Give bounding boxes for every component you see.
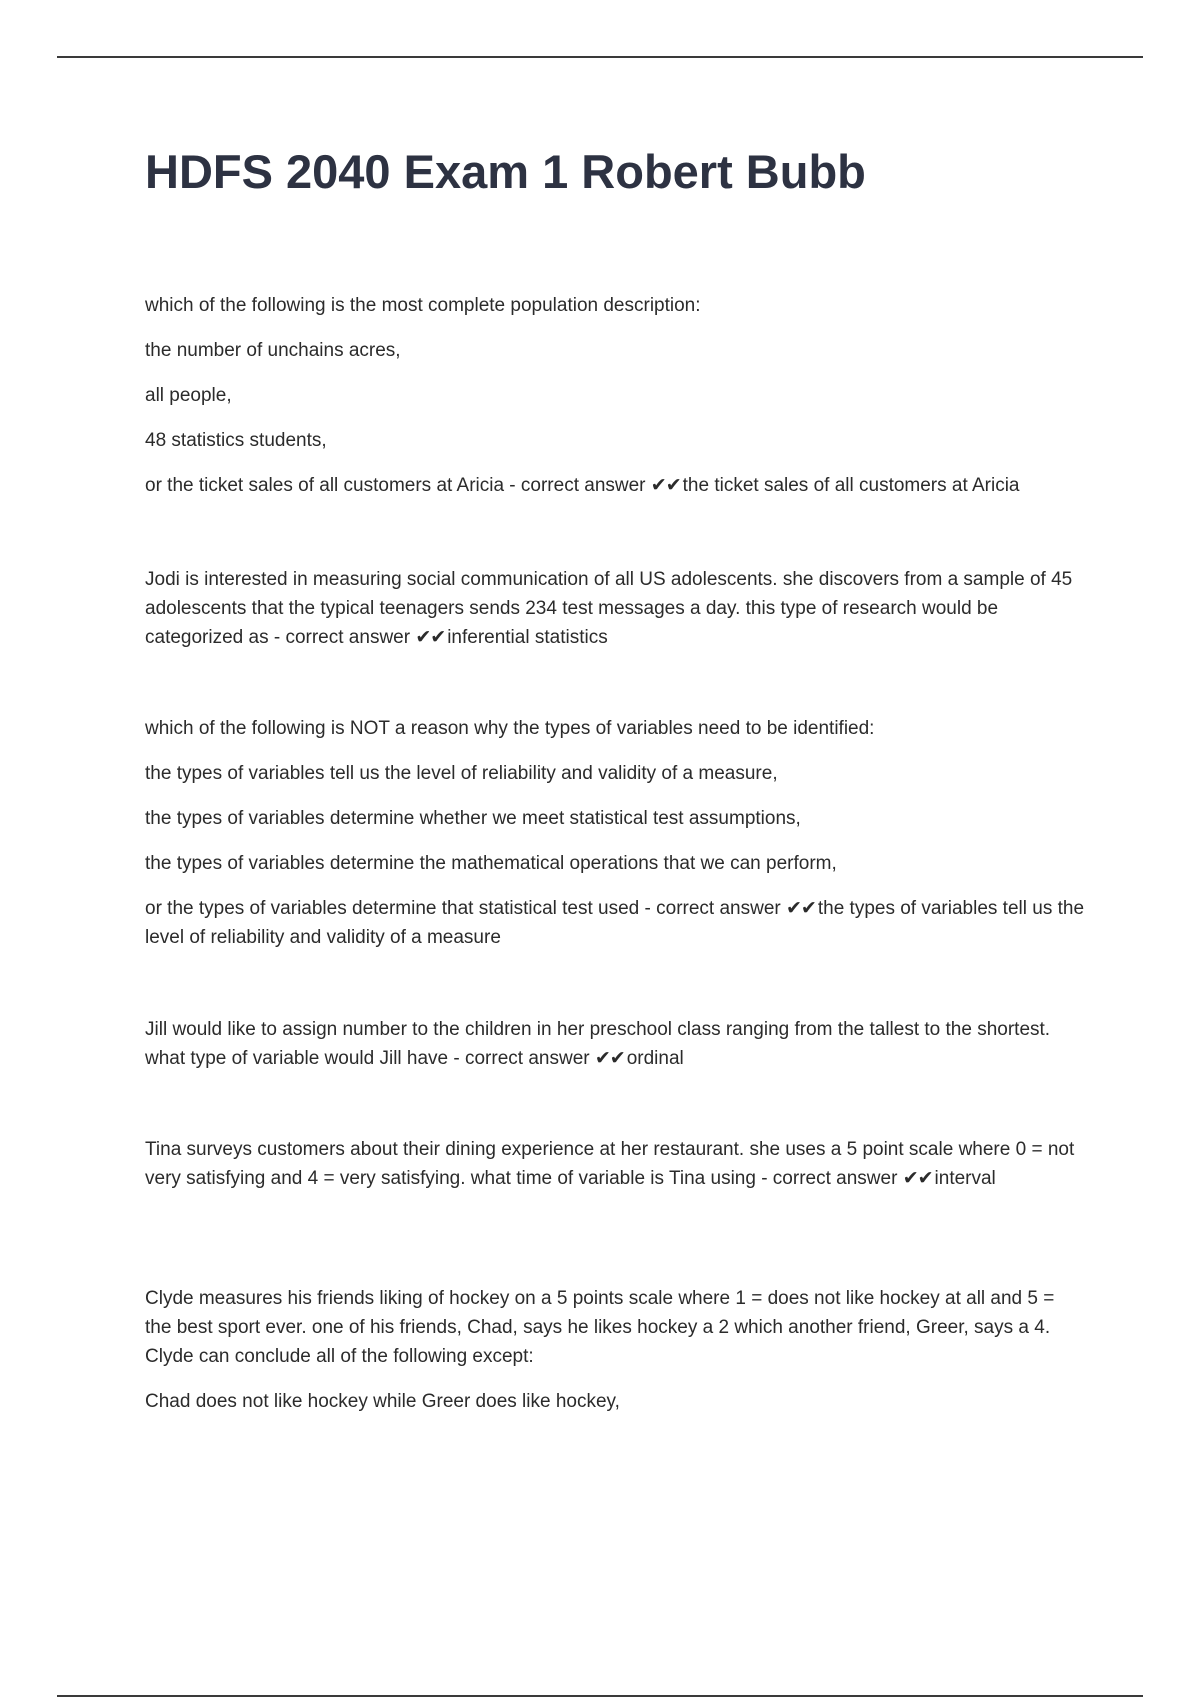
question-text: which of the following is NOT a reason why the types of variables need to be identified: xyxy=(145,718,875,739)
answer-line xyxy=(145,471,1085,500)
checkmark-icon: ✔✔ xyxy=(415,627,446,648)
option-text: the number of unchains acres, xyxy=(145,340,401,361)
option-text: all people, xyxy=(145,385,232,406)
answer-prompt: or the ticket sales of all customers at Aricia - correct answer xyxy=(145,475,651,496)
question-block xyxy=(145,1284,1085,1432)
question-block xyxy=(145,1015,1085,1089)
option-text: 48 statistics students, xyxy=(145,430,327,451)
answer-text: interval xyxy=(934,1168,996,1189)
answer-line xyxy=(145,565,1085,652)
option-text: Chad does not like hockey while Greer does like hockey, xyxy=(145,1391,620,1412)
question-block xyxy=(145,291,1085,516)
option-text: the types of variables tell us the level of reliability and validity of a measure, xyxy=(145,763,778,784)
option-text: the types of variables determine the mathematical operations that we can perform, xyxy=(145,853,837,874)
answer-prompt: or the types of variables determine that statistical test used - correct answer xyxy=(145,898,787,919)
checkmark-icon: ✔✔ xyxy=(594,1048,625,1069)
document-title: HDFS 2040 Exam 1 Robert Bubb xyxy=(145,145,866,198)
checkmark-icon: ✔✔ xyxy=(650,475,681,496)
top-divider xyxy=(57,56,1143,58)
answer-line xyxy=(145,1135,1085,1193)
answer-line xyxy=(145,894,1085,952)
question-text: which of the following is the most complete population description: xyxy=(145,295,701,316)
question-text: Jodi is interested in measuring social communication of all US adolescents. she discovers from a sample of 45 adolescents that the typical teenagers sends 234 test messages a day. this type of research would be categorized as - correct answer xyxy=(145,569,1073,648)
question-text: Tina surveys customers about their dining experience at her restaurant. she uses a 5 point scale where 0 = not very satisfying and 4 = very satisfying. what time of variable is Tina using - correct answer xyxy=(145,1139,1075,1189)
question-block xyxy=(145,714,1085,968)
question-block xyxy=(145,565,1085,668)
option-text: the types of variables determine whether we meet statistical test assumptions, xyxy=(145,808,801,829)
answer-line xyxy=(145,1015,1085,1073)
checkmark-icon: ✔✔ xyxy=(902,1168,933,1189)
answer-text: ordinal xyxy=(626,1048,684,1069)
question-text: Jill would like to assign number to the children in her preschool class ranging from the tallest to the shortest. what type of variable would Jill have - correct answer xyxy=(145,1019,1051,1069)
bottom-divider xyxy=(57,1695,1143,1697)
answer-text: the types of variables tell us the level of reliability and validity of a measure xyxy=(145,898,1085,948)
question-text: Clyde measures his friends liking of hockey on a 5 points scale where 1 = does not like hockey at all and 5 = the best sport ever. one of his friends, Chad, says he likes hockey a 2 which another friend, Greer, says a 4. Clyde can conclude all of the following except: xyxy=(145,1288,1055,1367)
question-block xyxy=(145,1135,1085,1209)
checkmark-icon: ✔✔ xyxy=(786,898,816,919)
answer-text: the ticket sales of all customers at Aricia xyxy=(682,475,1020,496)
answer-text: inferential statistics xyxy=(447,627,608,648)
